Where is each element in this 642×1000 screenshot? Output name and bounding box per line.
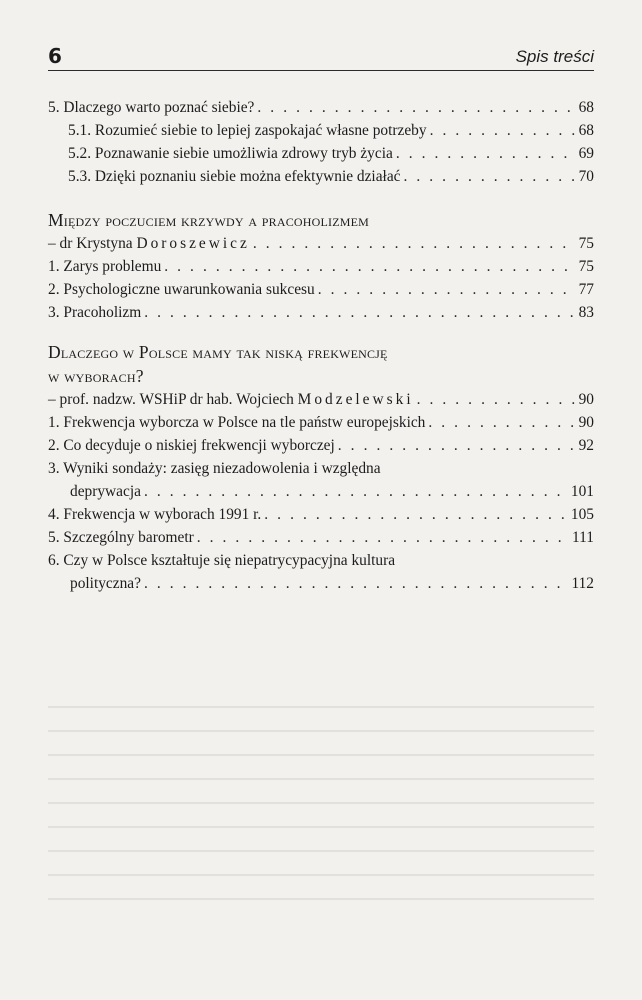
dot-leader <box>144 480 568 503</box>
page-ref: 75 <box>578 258 594 275</box>
dot-leader <box>428 411 575 434</box>
dot-leader <box>253 232 576 255</box>
show-through-text <box>48 690 594 920</box>
toc-entry[interactable]: 4. Frekwencja w wyborach 1991 r. . . . 105 <box>48 503 594 526</box>
dot-leader <box>396 142 576 165</box>
dot-leader <box>144 301 575 324</box>
table-of-contents <box>48 96 594 595</box>
toc-entry[interactable]: 5.3. Dzięki poznaniu siebie można efektywnie działać . . . 70 <box>48 165 594 188</box>
dot-leader <box>144 572 569 595</box>
author-name: Modzelewski <box>297 391 414 408</box>
toc-entry[interactable]: 3. Pracoholizm . . . 83 <box>48 301 594 324</box>
page-ref: 69 <box>578 145 594 162</box>
dot-leader <box>430 119 576 142</box>
toc-author-entry[interactable]: – dr Krystyna Doroszewicz . . . 75 <box>48 232 594 255</box>
toc-entry-cont[interactable]: polityczna? . . . 112 <box>48 572 594 595</box>
part-title: Dlaczego w Polsce mamy tak niską frekwencję <box>48 342 388 362</box>
page-ref: 101 <box>570 483 594 500</box>
dot-leader <box>403 165 575 188</box>
toc-entry[interactable]: 5. Szczególny barometr . . . 111 <box>48 526 594 549</box>
running-head <box>48 44 594 71</box>
dot-leader <box>318 278 576 301</box>
author-name: Doroszewicz <box>136 235 250 252</box>
toc-entry-cont[interactable]: deprywacja . . . 101 <box>48 480 594 503</box>
dot-leader <box>417 388 576 411</box>
page-ref: 75 <box>578 235 594 252</box>
toc-entry[interactable]: 5. Dlaczego warto poznać siebie? . . . 68 <box>48 96 594 119</box>
dot-leader <box>264 503 568 526</box>
page-ref: 90 <box>578 391 594 408</box>
section-title: Spis treści <box>515 47 594 66</box>
page-ref: 105 <box>570 506 594 523</box>
page-ref: 77 <box>578 281 594 298</box>
toc-entry[interactable]: 5.2. Poznawanie siebie umożliwia zdrowy tryb życia . . . 69 <box>48 142 594 165</box>
toc-entry[interactable]: 2. Psychologiczne uwarunkowania sukcesu . . . 77 <box>48 278 594 301</box>
dot-leader <box>257 96 575 119</box>
toc-entry[interactable]: 1. Frekwencja wyborcza w Polsce na tle państw europejskich . . . 90 <box>48 411 594 434</box>
dot-leader <box>164 255 575 278</box>
toc-entry[interactable]: 6. Czy w Polsce kształtuje się niepatrycypacyjna kultura <box>48 552 396 569</box>
page-ref: 83 <box>578 304 594 321</box>
page-ref: 112 <box>571 575 594 592</box>
page-ref: 68 <box>578 99 594 116</box>
toc-entry[interactable]: 2. Co decyduje o niskiej frekwencji wyborczej . . . 92 <box>48 434 594 457</box>
toc-author-entry[interactable]: – prof. nadzw. WSHiP dr hab. Wojciech Modzelewski . . . 90 <box>48 388 594 411</box>
part-title: Między poczuciem krzywdy a pracoholizmem <box>48 210 370 230</box>
toc-entry[interactable]: 5.1. Rozumieć siebie to lepiej zaspokajać własne potrzeby . . . 68 <box>48 119 594 142</box>
page-ref: 70 <box>578 168 594 185</box>
page-number: 6 <box>48 44 62 68</box>
page-ref: 111 <box>572 529 594 546</box>
page-ref: 90 <box>578 414 594 431</box>
dot-leader <box>338 434 576 457</box>
part-title-cont: w wyborach? <box>48 366 144 386</box>
toc-entry[interactable]: 3. Wyniki sondaży: zasięg niezadowolenia i względna <box>48 460 381 477</box>
dot-leader <box>197 526 569 549</box>
toc-entry[interactable]: 1. Zarys problemu . . . 75 <box>48 255 594 278</box>
page-ref: 68 <box>578 122 594 139</box>
page-ref: 92 <box>578 437 594 454</box>
